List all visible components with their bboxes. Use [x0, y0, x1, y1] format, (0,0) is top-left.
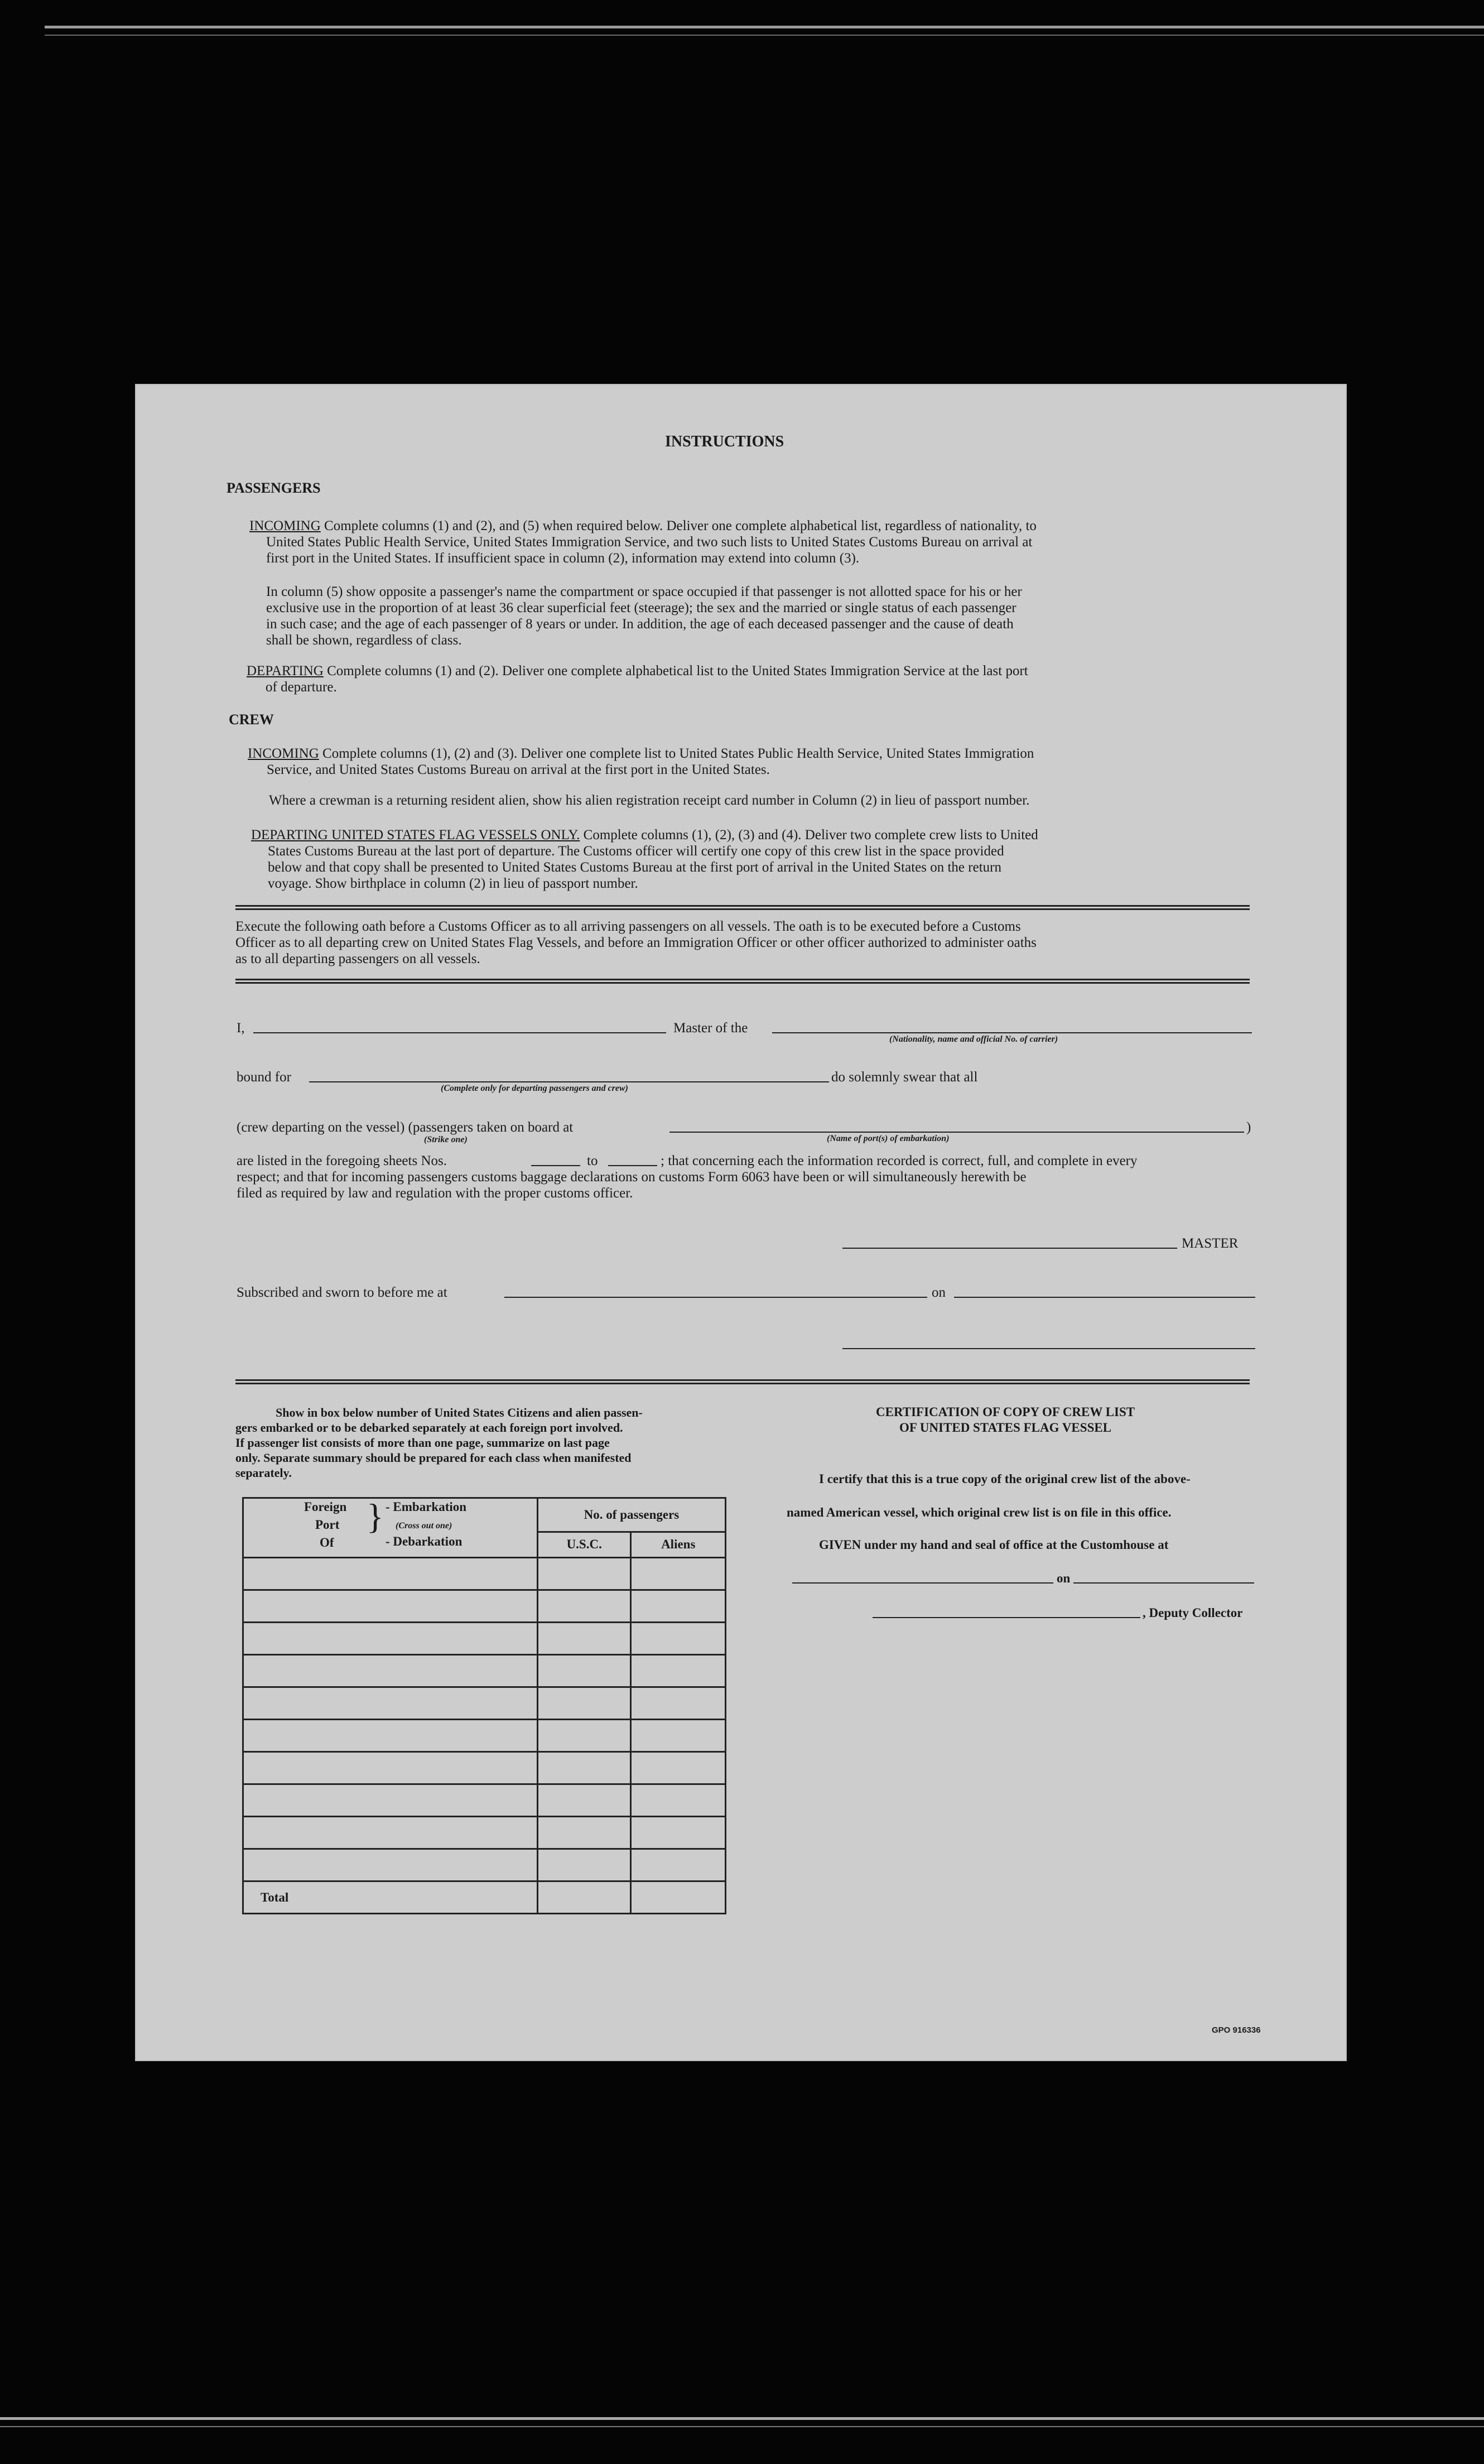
crew-passengers-label: (crew departing on the vessel) (passengers taken on board at: [237, 1120, 574, 1135]
brace-icon: }: [367, 1496, 384, 1536]
passenger-summary-table: [242, 1497, 726, 1914]
gpo-code: GPO 916336: [1212, 2025, 1261, 2035]
aliens-cell[interactable]: [631, 1558, 726, 1590]
usc-cell[interactable]: [537, 1817, 631, 1849]
table-row: [243, 1784, 726, 1817]
strike-caption: (Strike one): [424, 1135, 468, 1144]
header-of: Of: [320, 1536, 334, 1549]
port-cell[interactable]: [243, 1558, 538, 1590]
crew-departing-label: DEPARTING UNITED STATES FLAG VESSELS ONLY.: [251, 827, 580, 843]
listed-line1b: ; that concerning each the information recorded is correct, full, and complete in every: [661, 1153, 1138, 1168]
deputy-collector-label: , Deputy Collector: [1143, 1606, 1243, 1620]
header-cross-out: (Cross out one): [396, 1521, 452, 1531]
bound-for-field[interactable]: [309, 1081, 829, 1082]
divider: [235, 982, 1250, 984]
port-cell[interactable]: [243, 1655, 538, 1687]
sheet-to-field[interactable]: [608, 1165, 657, 1166]
summary-instr-line1: Show in box below number of United States Citizens and alien passen-: [276, 1406, 643, 1419]
port-cell[interactable]: [243, 1590, 538, 1623]
oath-i-label: I,: [237, 1021, 245, 1036]
table-row: [243, 1849, 726, 1881]
port-cell[interactable]: [243, 1623, 538, 1655]
cert-line-1: I certify that this is a true copy of the original crew list of the above-: [819, 1472, 1191, 1486]
aliens-cell[interactable]: [631, 1784, 726, 1817]
cert-line-2: named American vessel, which original crew list is on file in this office.: [787, 1505, 1172, 1519]
passengers-heading: PASSENGERS: [227, 480, 321, 496]
listed-line3: filed as required by law and regulation with the proper customs officer.: [237, 1186, 633, 1201]
usc-cell[interactable]: [537, 1752, 631, 1784]
table-row: [243, 1817, 726, 1849]
total-label: Total: [243, 1881, 538, 1914]
crew-incoming-label: INCOMING: [248, 746, 319, 761]
cert-line-3: GIVEN under my hand and seal of office at the Customhouse at: [819, 1538, 1169, 1552]
header-embarkation: - Embarkation: [386, 1500, 467, 1514]
scan-bottom-edge: [0, 2417, 1484, 2420]
oath-intro-line2: Officer as to all departing crew on United States Flag Vessels, and before an Immigration Officer or other officer authorized to administer oaths: [235, 935, 1037, 950]
sheet-from-field[interactable]: [531, 1165, 580, 1166]
table-row: [243, 1623, 726, 1655]
aliens-cell[interactable]: [631, 1623, 726, 1655]
sworn-date-field[interactable]: [954, 1297, 1255, 1298]
aliens-header: Aliens: [631, 1532, 726, 1557]
customhouse-field[interactable]: [792, 1582, 1053, 1584]
deputy-signature-field[interactable]: [873, 1617, 1140, 1618]
listed-line1: are listed in the foregoing sheets Nos.: [237, 1153, 447, 1168]
usc-cell[interactable]: [537, 1784, 631, 1817]
usc-cell[interactable]: [537, 1623, 631, 1655]
table-row: [243, 1720, 726, 1752]
aliens-cell[interactable]: [631, 1752, 726, 1784]
officer-signature-field[interactable]: [842, 1348, 1255, 1349]
aliens-cell[interactable]: [631, 1590, 726, 1623]
passengers-incoming-line2: United States Public Health Service, United States Immigration Service, and two such lists to United States Customs Bureau on arrival at: [266, 535, 1033, 550]
oath-intro-line1: Execute the following oath before a Customs Officer as to all arriving passengers on all vessels. The oath is to be executed before a Customs: [235, 919, 1021, 934]
crew-departing-line4: voyage. Show birthplace in column (2) in lieu of passport number.: [268, 876, 638, 891]
table-row: [243, 1687, 726, 1720]
no-passengers-header: No. of passengers: [537, 1498, 725, 1532]
usc-cell[interactable]: [537, 1687, 631, 1720]
master-signature-field[interactable]: [842, 1248, 1177, 1249]
divider: [235, 905, 1250, 907]
form-sheet: [135, 384, 1347, 2061]
total-usc-cell[interactable]: [537, 1881, 631, 1914]
port-cell[interactable]: [243, 1849, 538, 1881]
sworn-at-field[interactable]: [504, 1297, 927, 1298]
summary-instr-line4: only. Separate summary should be prepared for each class when manifested: [235, 1451, 632, 1465]
usc-header: U.S.C.: [537, 1532, 631, 1557]
master-label: MASTER: [1182, 1236, 1239, 1251]
port-cell[interactable]: [243, 1720, 538, 1752]
crew-departing-line1: Complete columns (1), (2), (3) and (4). Deliver two complete crew lists to United: [583, 827, 1038, 843]
passengers-incoming-label: INCOMING: [249, 518, 321, 533]
swear-label: do solemnly swear that all: [831, 1070, 978, 1085]
usc-cell[interactable]: [537, 1720, 631, 1752]
scan-bottom-edge-inner: [0, 2426, 1484, 2427]
usc-cell[interactable]: [537, 1558, 631, 1590]
master-of-label: Master of the: [673, 1021, 748, 1036]
passengers-departing-line1: Complete columns (1) and (2). Deliver one complete alphabetical list to the United States Immigration Service at the last port: [327, 663, 1028, 678]
crew-heading: CREW: [229, 711, 274, 728]
cert-title-1: CERTIFICATION OF COPY OF CREW LIST: [876, 1405, 1135, 1419]
table-row: [243, 1590, 726, 1623]
header-port: Port: [315, 1518, 340, 1532]
master-name-field[interactable]: [253, 1032, 666, 1033]
usc-cell[interactable]: [537, 1590, 631, 1623]
passengers-departing-line2: of departure.: [266, 680, 337, 695]
summary-instr-line5: separately.: [235, 1466, 292, 1480]
divider: [235, 979, 1250, 980]
port-cell[interactable]: [243, 1784, 538, 1817]
aliens-cell[interactable]: [631, 1655, 726, 1687]
crew-departing-line2: States Customs Bureau at the last port of departure. The Customs officer will certify one copy of this crew list in the space provided: [268, 844, 1004, 859]
usc-cell[interactable]: [537, 1849, 631, 1881]
port-cell[interactable]: [243, 1817, 538, 1849]
oath-intro-line3: as to all departing passengers on all vessels.: [235, 951, 480, 966]
bound-for-caption: (Complete only for departing passengers and crew): [441, 1084, 628, 1093]
listed-to: to: [587, 1153, 598, 1168]
carrier-field[interactable]: [772, 1032, 1252, 1033]
divider: [235, 1379, 1250, 1381]
listed-line2: respect; and that for incoming passengers customs baggage declarations on customs Form 6063 have been or will simultaneously herewith be: [237, 1170, 1027, 1185]
table-row: [243, 1752, 726, 1784]
table-row: [243, 1558, 726, 1590]
crew-departing-line3: below and that copy shall be presented to United States Customs Bureau at the first port of arrival in the United States on the return: [268, 860, 1001, 875]
crew-incoming-line1: Complete columns (1), (2) and (3). Deliver one complete list to United States Public Health Service, United States Immigration: [322, 746, 1034, 761]
embarkation-ports-field[interactable]: [669, 1132, 1244, 1133]
table-row: [243, 1655, 726, 1687]
passengers-departing-label: DEPARTING: [247, 663, 324, 678]
divider: [235, 1383, 1250, 1384]
cert-on-label: on: [1057, 1571, 1071, 1585]
passengers-incoming-line1: Complete columns (1) and (2), and (5) when required below. Deliver one complete alphabetical list, regardless of nationality, to: [324, 518, 1037, 533]
column5-line2: exclusive use in the proportion of at least 36 clear superficial feet (steerage); the sex and the married or single status of each passenger: [266, 600, 1016, 615]
total-aliens-cell[interactable]: [631, 1881, 726, 1914]
port-header-cell: [243, 1498, 538, 1558]
header-foreign: Foreign: [304, 1500, 347, 1514]
ports-caption: (Name of port(s) of embarkation): [827, 1134, 950, 1143]
aliens-cell[interactable]: [631, 1817, 726, 1849]
column5-line4: shall be shown, regardless of class.: [266, 633, 462, 648]
cert-title-2: OF UNITED STATES FLAG VESSEL: [899, 1421, 1112, 1435]
summary-instr-line3: If passenger list consists of more than one page, summarize on last page: [235, 1436, 610, 1450]
column5-line1: In column (5) show opposite a passenger's name the compartment or space occupied if that passenger is not allotted space for his or her: [266, 584, 1022, 599]
header-debarkation: - Debarkation: [386, 1534, 462, 1548]
sworn-on-label: on: [932, 1285, 946, 1300]
subscribed-label: Subscribed and sworn to before me at: [237, 1285, 447, 1300]
total-row: [243, 1881, 726, 1914]
crew-incoming-line2: Service, and United States Customs Bureau on arrival at the first port in the United States.: [267, 762, 770, 777]
passengers-incoming-line3: first port in the United States. If insufficient space in column (2), information may extend into column (3).: [266, 551, 860, 566]
summary-instr-line2: gers embarked or to be debarked separately at each foreign port involved.: [235, 1421, 623, 1435]
port-cell[interactable]: [243, 1752, 538, 1784]
port-cell[interactable]: [243, 1687, 538, 1720]
page-title: INSTRUCTIONS: [665, 433, 784, 450]
scan-top-edge: [45, 26, 1484, 28]
scan-top-edge-inner: [45, 35, 1484, 36]
crew-resident-note: Where a crewman is a returning resident alien, show his alien registration receipt card number in Column (2) in lieu of passport number.: [269, 793, 1030, 808]
aliens-cell[interactable]: [631, 1687, 726, 1720]
usc-cell[interactable]: [537, 1655, 631, 1687]
aliens-cell[interactable]: [631, 1720, 726, 1752]
close-paren: ): [1246, 1120, 1251, 1135]
cert-date-field[interactable]: [1073, 1582, 1254, 1584]
aliens-cell[interactable]: [631, 1849, 726, 1881]
carrier-caption: (Nationality, name and official No. of carrier): [889, 1034, 1058, 1044]
divider: [235, 908, 1250, 910]
bound-for-label: bound for: [237, 1070, 291, 1085]
column5-line3: in such case; and the age of each passenger of 8 years or under. In addition, the age of each deceased passenger and the cause of death: [266, 617, 1014, 632]
